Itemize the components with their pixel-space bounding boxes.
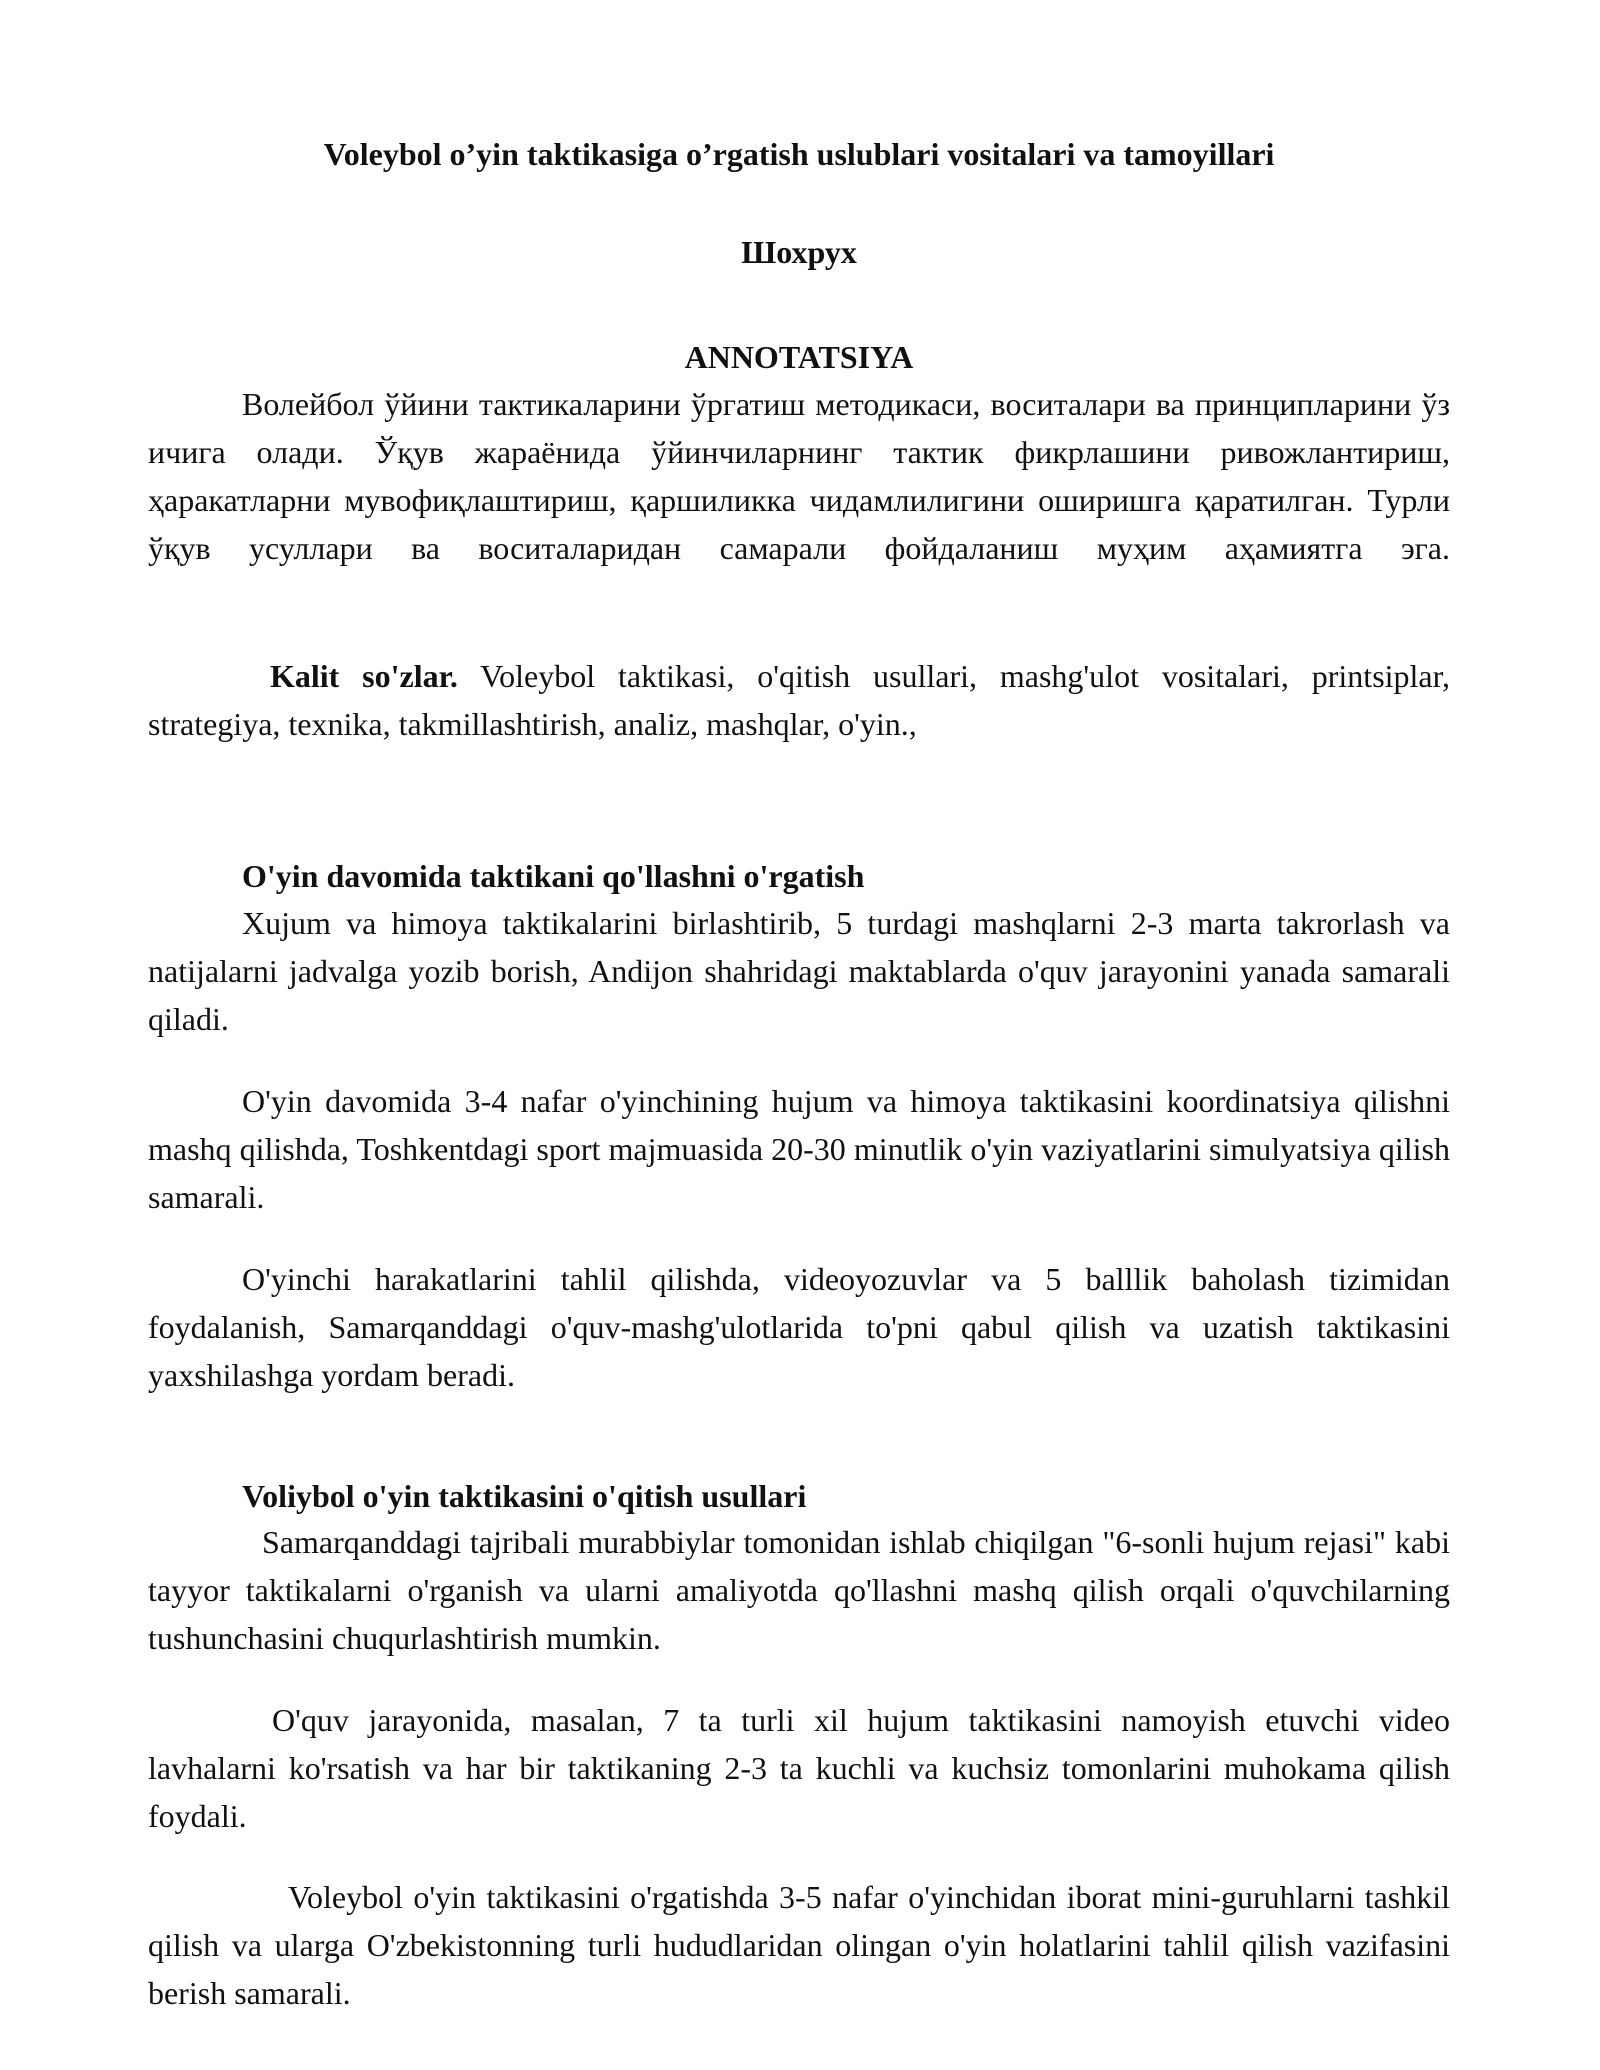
section1-paragraph-3: O'yinchi harakatlarini tahlil qilishda, videoyozuvlar va 5 balllik baholash tizimidan foydalanish, Samarqanddagi o'quv-mashg'ulotlarida to'pni qabul qilish va uzatish taktikasini yaxshilashga yordam beradi. bbox=[148, 1261, 1450, 1393]
section2-paragraph-1: Samarqanddagi tajribali murabbiylar tomonidan ishlab chiqilgan "6-sonli hujum rejasi" kabi tayyor taktikalarni o'rganish va ularni amaliyotda qo'llashni mashq qilish orqali o'quvchilarning tushunchasini chuqurlashtirish mumkin. bbox=[148, 1524, 1450, 1656]
section2-paragraph-3: Voleybol o'yin taktikasini o'rgatishda 3-5 nafar o'yinchidan iborat mini-guruhlarni tashkil qilish va ularga O'zbekistonning turli hududlaridan olingan o'yin holatlarini tahlil qilish vazifasini berish samarali. bbox=[148, 1879, 1450, 2011]
section1-paragraph-2: O'yin davomida 3-4 nafar o'yinchining hujum va himoya taktikasini koordinatsiya qilishni mashq qilishda, Toshkentdagi sport majmuasida 20-30 minutlik o'yin vaziyatlarini simulyatsiya qilish samarali. bbox=[148, 1083, 1450, 1215]
section2-paragraph-2: O'quv jarayonida, masalan, 7 ta turli xil hujum taktikasini namoyish etuvchi video lavhalarni ko'rsatish va har bir taktikaning 2-3 ta kuchli va kuchsiz tomonlarini muhokama qilish foydali. bbox=[148, 1702, 1450, 1834]
annotation-paragraph: Волейбол ўйини тактикаларини ўргатиш методикаси, воситалари ва принципларини ўз ичига олади. Ўқув жараёнида ўйинчиларнинг тактик фикрлашини ривожлантириш, ҳаракатларни мувофиқлаштириш, қаршиликка чидамлилигини оширишга қаратилган. Турли ўқув усуллари ва воситаларидан самарали фойдаланиш муҳим аҳамиятга эга. bbox=[148, 386, 1450, 566]
keywords-label: Kalit so'zlar. bbox=[270, 658, 458, 694]
section2-heading: Voliybol o'yin taktikasini o'qitish usullari bbox=[242, 1478, 807, 1514]
section1-paragraph-1: Xujum va himoya taktikalarini birlashtirib, 5 turdagi mashqlarni 2-3 marta takrorlash va natijalarni jadvalga yozib borish, Andijon shahridagi maktablarda o'quv jarayonini yanada samarali qiladi. bbox=[148, 905, 1450, 1037]
keywords-text: Voleybol taktikasi, o'qitish usullari, mashg'ulot vositalari, printsiplar, strategiya, texnika, takmillashtirish, analiz, mashqlar, o'yin., bbox=[148, 658, 1451, 742]
author-name: Шохрух bbox=[741, 234, 857, 270]
annotation-heading: ANNOTATSIYA bbox=[684, 339, 914, 375]
document-title: Voleybol o’yin taktikasiga o’rgatish uslublari vositalari va tamoyillari bbox=[323, 136, 1275, 172]
keywords-paragraph bbox=[148, 652, 1450, 748]
section1-heading: O'yin davomida taktikani qo'llashni o'rgatish bbox=[242, 858, 865, 894]
